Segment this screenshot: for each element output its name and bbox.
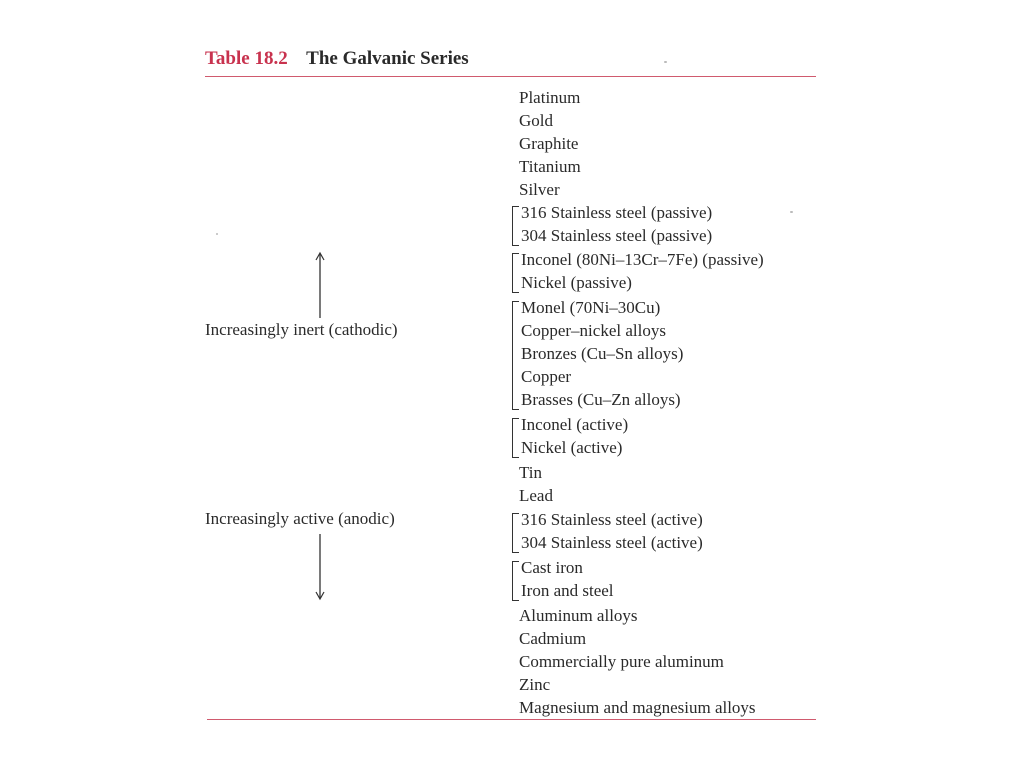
metal-entry: Lead [519, 486, 553, 505]
metal-entry: Brasses (Cu–Zn alloys) [521, 390, 681, 409]
metal-entry: 304 Stainless steel (active) [521, 533, 703, 552]
group-bracket [512, 561, 519, 601]
group-bracket [512, 206, 519, 246]
metal-entry: Aluminum alloys [519, 606, 638, 625]
table-name: The Galvanic Series [306, 48, 469, 69]
table-title [205, 48, 469, 70]
metal-entry: Inconel (80Ni–13Cr–7Fe) (passive) [521, 250, 764, 269]
group-bracket [512, 253, 519, 293]
metal-entry: Magnesium and magnesium alloys [519, 698, 756, 717]
metal-entry: Copper–nickel alloys [521, 321, 666, 340]
metal-entry: 316 Stainless steel (passive) [521, 203, 713, 222]
metal-entry: Gold [519, 111, 553, 130]
bottom-rule [207, 719, 816, 720]
metal-entry: Silver [519, 180, 560, 199]
label-increasingly-active: Increasingly active (anodic) [205, 509, 395, 528]
metal-entry: Zinc [519, 675, 551, 694]
metal-entry: Titanium [519, 157, 581, 176]
metal-entry: Cadmium [519, 629, 587, 648]
metal-entry: Platinum [519, 88, 581, 107]
metal-entry: Bronzes (Cu–Sn alloys) [521, 344, 684, 363]
scan-speck [664, 61, 667, 63]
table-number: Table 18.2 [205, 48, 288, 69]
metal-entry: Tin [519, 463, 543, 482]
scan-speck [216, 233, 218, 235]
arrow-down-icon [319, 534, 321, 600]
metal-entry: Monel (70Ni–30Cu) [521, 298, 661, 317]
metal-entry: Cast iron [521, 558, 583, 577]
metal-entry: Commercially pure aluminum [519, 652, 724, 671]
scan-speck [790, 211, 793, 213]
label-increasingly-inert: Increasingly inert (cathodic) [205, 320, 398, 339]
top-rule [205, 76, 816, 77]
metal-entry: Nickel (passive) [521, 273, 632, 292]
metal-entry: 304 Stainless steel (passive) [521, 226, 713, 245]
group-bracket [512, 513, 519, 553]
metal-entry: 316 Stainless steel (active) [521, 510, 703, 529]
metal-entry: Copper [521, 367, 572, 386]
metal-entry: Iron and steel [521, 581, 614, 600]
group-bracket [512, 301, 519, 410]
metal-entry: Graphite [519, 134, 579, 153]
group-bracket [512, 418, 519, 458]
metal-entry: Inconel (active) [521, 415, 629, 434]
metal-entry: Nickel (active) [521, 438, 623, 457]
arrow-up-icon [319, 252, 321, 318]
